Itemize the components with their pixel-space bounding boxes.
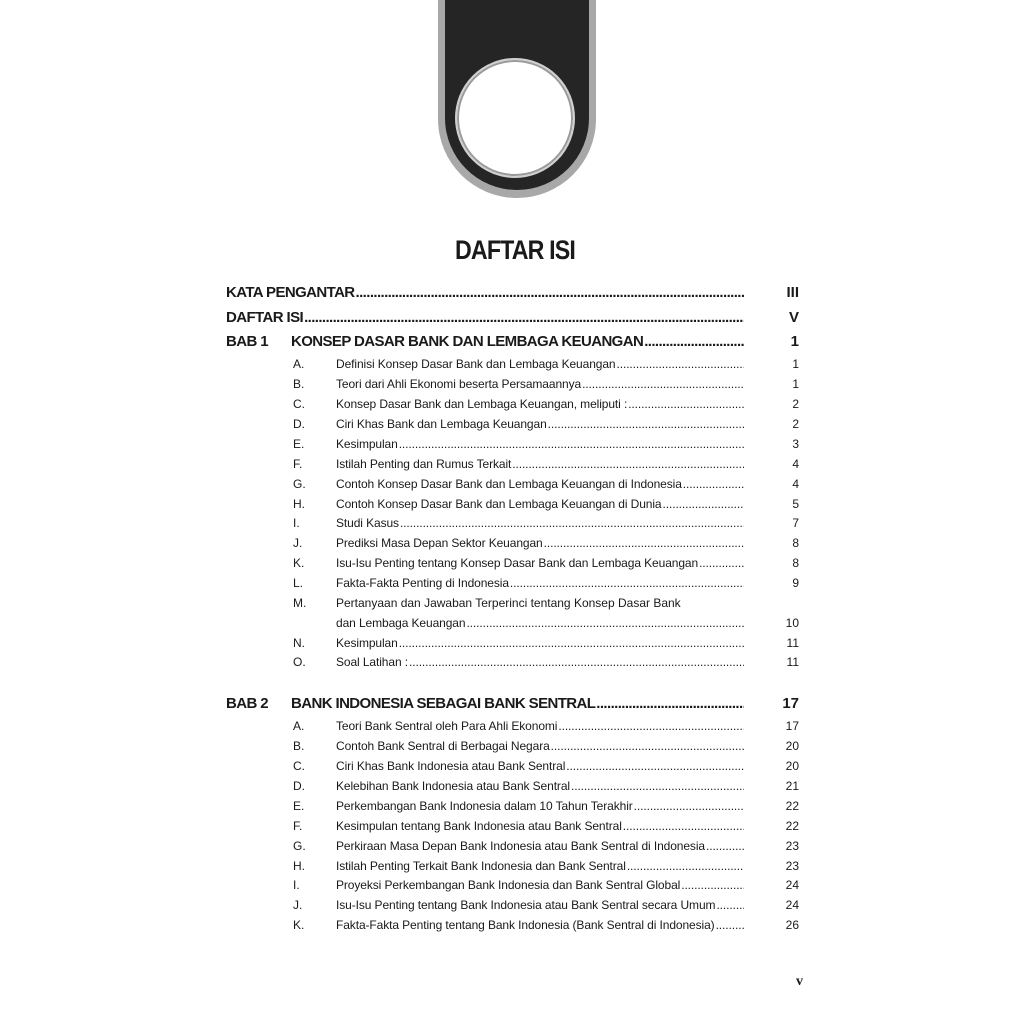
- chapter-page: 17: [782, 695, 799, 712]
- dot-leader: [706, 839, 744, 853]
- toc-item-page: 5: [792, 497, 799, 511]
- toc-item[interactable]: [0, 776, 1024, 796]
- toc-entry-page: III: [786, 284, 799, 301]
- dot-leader: [571, 779, 744, 793]
- toc-item[interactable]: [0, 716, 1024, 736]
- dot-leader: [399, 636, 744, 650]
- dot-leader: [627, 859, 744, 873]
- toc-item[interactable]: [0, 836, 1024, 856]
- toc-item-page: 9: [792, 576, 799, 590]
- toc-item-text: Soal Latihan :: [336, 655, 408, 669]
- dot-leader: [582, 377, 744, 391]
- toc-item-page: 21: [785, 779, 799, 793]
- dot-leader: [304, 309, 744, 326]
- toc-item-continuation[interactable]: [0, 613, 1024, 633]
- toc-item[interactable]: [0, 736, 1024, 756]
- toc-item-page: 7: [792, 516, 799, 530]
- toc-item-page: 11: [786, 636, 799, 650]
- toc-item-page: 23: [785, 839, 799, 853]
- toc-item-text: Fakta-Fakta Penting tentang Bank Indonesia (Bank Sentral di Indonesia): [336, 918, 715, 932]
- toc-item-letter: I.: [293, 516, 300, 530]
- toc-item-letter: N.: [293, 636, 305, 650]
- chapter-title: BANK INDONESIA SEBAGAI BANK SENTRAL: [291, 695, 596, 712]
- dot-leader: [634, 799, 744, 813]
- page-number: v: [796, 974, 803, 989]
- dot-leader: [409, 655, 744, 669]
- toc-item[interactable]: [0, 414, 1024, 434]
- toc-item[interactable]: [0, 573, 1024, 593]
- chapter-label: BAB 1: [226, 333, 269, 350]
- toc-item[interactable]: [0, 354, 1024, 374]
- toc-item-page: 23: [785, 859, 799, 873]
- dot-leader: [623, 819, 744, 833]
- toc-item[interactable]: [0, 494, 1024, 514]
- toc-item-page: 22: [785, 819, 799, 833]
- page-title: DAFTAR ISI: [455, 235, 575, 266]
- toc-item-letter: B.: [293, 739, 305, 753]
- toc-chapter-bab1[interactable]: [0, 332, 1024, 352]
- toc-item[interactable]: [0, 434, 1024, 454]
- toc-item-letter: A.: [293, 357, 305, 371]
- toc-item[interactable]: [0, 513, 1024, 533]
- toc-item[interactable]: [0, 593, 1024, 613]
- toc-item-letter: F.: [293, 457, 303, 471]
- toc-entry-daftar-isi[interactable]: [0, 308, 1024, 328]
- dot-leader: [400, 516, 744, 530]
- toc-item-letter: K.: [293, 556, 305, 570]
- toc-item[interactable]: [0, 856, 1024, 876]
- toc-item[interactable]: [0, 394, 1024, 414]
- toc-item-text: Ciri Khas Bank Indonesia atau Bank Sentral: [336, 759, 566, 773]
- toc-item-page: 24: [785, 898, 799, 912]
- toc-item-page: 10: [785, 616, 799, 630]
- toc-entry-label: DAFTAR ISI: [226, 309, 304, 326]
- toc-item-text: Prediksi Masa Depan Sektor Keuangan: [336, 536, 543, 550]
- toc-item-page: 2: [792, 397, 799, 411]
- toc-item-page: 20: [785, 739, 799, 753]
- toc-item[interactable]: [0, 895, 1024, 915]
- toc-item-page: 8: [792, 556, 799, 570]
- toc-item-text: Teori dari Ahli Ekonomi beserta Persamaannya: [336, 377, 582, 391]
- toc-item-letter: I.: [293, 878, 300, 892]
- toc-item-page: 1: [792, 377, 799, 391]
- toc-item-letter: G.: [293, 477, 306, 491]
- toc-item-text: Kesimpulan: [336, 437, 398, 451]
- toc-item[interactable]: [0, 816, 1024, 836]
- dot-leader: [716, 898, 744, 912]
- toc-item-letter: D.: [293, 779, 305, 793]
- toc-item-letter: J.: [293, 536, 303, 550]
- toc-item-page: 17: [785, 719, 799, 733]
- toc-item-text: Definisi Konsep Dasar Bank dan Lembaga Keuangan: [336, 357, 616, 371]
- toc-item[interactable]: [0, 756, 1024, 776]
- dot-leader: [512, 457, 744, 471]
- toc-item-text: Isu-Isu Penting tentang Bank Indonesia atau Bank Sentral secara Umum: [336, 898, 716, 912]
- toc-item-page: 8: [792, 536, 799, 550]
- toc-entry-page: V: [788, 309, 799, 326]
- dot-leader: [617, 357, 745, 371]
- toc-item-page: 20: [785, 759, 799, 773]
- toc-item-text: Contoh Bank Sentral di Berbagai Negara: [336, 739, 550, 753]
- toc-item-page: 26: [785, 918, 799, 932]
- toc-item[interactable]: [0, 533, 1024, 553]
- dot-leader: [510, 576, 744, 590]
- toc-item-letter: C.: [293, 397, 305, 411]
- dot-leader: [683, 477, 744, 491]
- toc-item-letter: G.: [293, 839, 306, 853]
- dot-leader: [551, 739, 744, 753]
- toc-item-page: 2: [792, 417, 799, 431]
- dot-leader: [566, 759, 744, 773]
- toc-entry-label: KATA PENGANTAR: [226, 284, 355, 301]
- toc-item-text: Istilah Penting Terkait Bank Indonesia dan Bank Sentral: [336, 859, 626, 873]
- toc-item-letter: L.: [293, 576, 304, 590]
- dot-leader: [596, 695, 744, 712]
- toc-item-text: Contoh Konsep Dasar Bank dan Lembaga Keuangan di Indonesia: [336, 477, 682, 491]
- toc-item-letter: F.: [293, 819, 303, 833]
- toc-item-text: Kesimpulan: [336, 636, 398, 650]
- toc-item[interactable]: [0, 652, 1024, 672]
- toc-item-text: Contoh Konsep Dasar Bank dan Lembaga Keuangan di Dunia: [336, 497, 662, 511]
- dot-leader: [699, 556, 744, 570]
- dot-leader: [544, 536, 744, 550]
- header-tab-circle: [455, 58, 575, 178]
- toc-item-letter: C.: [293, 759, 305, 773]
- dot-leader: [681, 878, 744, 892]
- toc-item-letter: H.: [293, 497, 305, 511]
- toc-item-text: Ciri Khas Bank dan Lembaga Keuangan: [336, 417, 547, 431]
- dot-leader: [466, 616, 744, 630]
- toc-item-text: Perkembangan Bank Indonesia dalam 10 Tahun Terakhir: [336, 799, 633, 813]
- toc-item-text: Istilah Penting dan Rumus Terkait: [336, 457, 512, 471]
- toc-item-text: Studi Kasus: [336, 516, 399, 530]
- toc-item-text: Proyeksi Perkembangan Bank Indonesia dan Bank Sentral Global: [336, 878, 681, 892]
- toc-item-letter: A.: [293, 719, 305, 733]
- toc-item-text: Perkiraan Masa Depan Bank Indonesia atau Bank Sentral di Indonesia: [336, 839, 705, 853]
- toc-item-page: 24: [785, 878, 799, 892]
- dot-leader: [716, 918, 744, 932]
- toc-item[interactable]: [0, 633, 1024, 653]
- toc-item-letter: E.: [293, 799, 305, 813]
- dot-leader: [399, 437, 744, 451]
- toc-item[interactable]: [0, 374, 1024, 394]
- toc-item-text: Pertanyaan dan Jawaban Terperinci tentang Konsep Dasar Bank: [336, 596, 681, 610]
- toc-item-text: Konsep Dasar Bank dan Lembaga Keuangan, meliputi :: [336, 397, 628, 411]
- toc-item-letter: H.: [293, 859, 305, 873]
- toc-item-letter: M.: [293, 596, 307, 610]
- toc-item-letter: D.: [293, 417, 305, 431]
- toc-item[interactable]: [0, 474, 1024, 494]
- toc-item-letter: J.: [293, 898, 303, 912]
- toc-item[interactable]: [0, 875, 1024, 895]
- toc-entry-kata-pengantar[interactable]: [0, 283, 1024, 303]
- toc-item[interactable]: [0, 796, 1024, 816]
- toc-item[interactable]: [0, 915, 1024, 935]
- toc-item-text: Kelebihan Bank Indonesia atau Bank Sentral: [336, 779, 570, 793]
- dot-leader: [644, 333, 744, 350]
- toc-item-letter: K.: [293, 918, 305, 932]
- toc-item[interactable]: [0, 553, 1024, 573]
- toc-item-page: 1: [792, 357, 799, 371]
- toc-item-text: Isu-Isu Penting tentang Konsep Dasar Bank dan Lembaga Keuangan: [336, 556, 699, 570]
- toc-item-page: 4: [792, 477, 799, 491]
- toc-item-letter: B.: [293, 377, 305, 391]
- toc-item[interactable]: [0, 454, 1024, 474]
- toc-item-page: 11: [786, 655, 799, 669]
- toc-item-text: Fakta-Fakta Penting di Indonesia: [336, 576, 509, 590]
- chapter-title: KONSEP DASAR BANK DAN LEMBAGA KEUANGAN: [291, 333, 644, 350]
- dot-leader: [356, 284, 744, 301]
- dot-leader: [558, 719, 744, 733]
- toc-item-page: 4: [792, 457, 799, 471]
- toc-item-page: 22: [785, 799, 799, 813]
- toc-item-text: Kesimpulan tentang Bank Indonesia atau Bank Sentral: [336, 819, 622, 833]
- dot-leader: [548, 417, 744, 431]
- chapter-page: 1: [790, 333, 799, 350]
- toc-item-page: 3: [792, 437, 799, 451]
- toc-chapter-bab2[interactable]: [0, 694, 1024, 714]
- toc-item-letter: O.: [293, 655, 306, 669]
- dot-leader: [628, 397, 744, 411]
- toc-item-letter: E.: [293, 437, 305, 451]
- dot-leader: [663, 497, 744, 511]
- toc-item-text: Teori Bank Sentral oleh Para Ahli Ekonomi: [336, 719, 558, 733]
- chapter-label: BAB 2: [226, 695, 269, 712]
- toc-item-text: dan Lembaga Keuangan: [336, 616, 466, 630]
